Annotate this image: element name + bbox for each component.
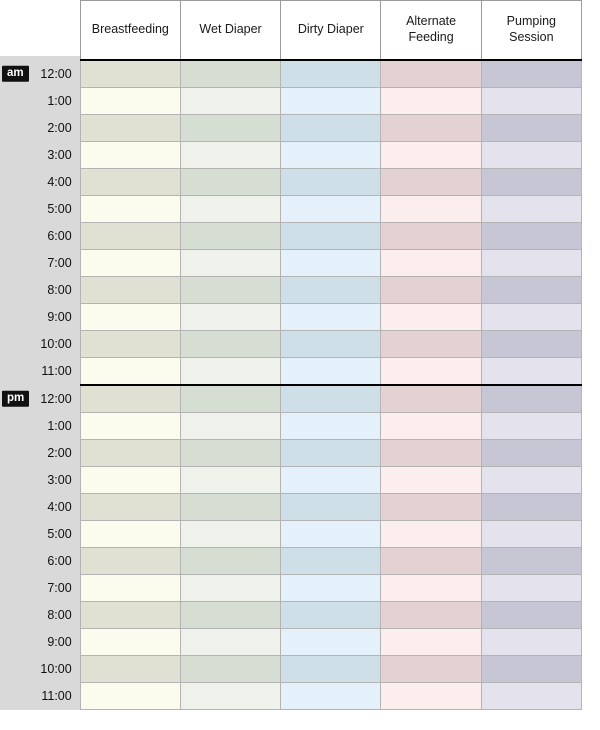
cell-wet-diaper[interactable] bbox=[180, 575, 280, 602]
time-label-cell bbox=[0, 358, 80, 386]
time-label-cell bbox=[0, 304, 80, 331]
cell-dirty-diaper[interactable] bbox=[281, 440, 381, 467]
cell-alternate-feeding[interactable] bbox=[381, 683, 481, 710]
time-label: 12:00 bbox=[40, 391, 72, 406]
cell-wet-diaper[interactable] bbox=[180, 467, 280, 494]
cell-alternate-feeding[interactable] bbox=[381, 115, 481, 142]
time-label: 11:00 bbox=[41, 364, 72, 379]
cell-dirty-diaper[interactable] bbox=[281, 331, 381, 358]
cell-alternate-feeding[interactable] bbox=[381, 88, 481, 115]
header-row bbox=[0, 1, 582, 61]
time-label-cell bbox=[0, 385, 80, 413]
time-label-cell bbox=[0, 656, 80, 683]
table-row bbox=[0, 413, 582, 440]
cell-breastfeeding[interactable] bbox=[80, 521, 180, 548]
time-label-cell bbox=[0, 196, 80, 223]
cell-dirty-diaper[interactable] bbox=[281, 277, 381, 304]
cell-breastfeeding[interactable] bbox=[80, 494, 180, 521]
time-label-cell bbox=[0, 250, 80, 277]
cell-breastfeeding[interactable] bbox=[80, 358, 180, 386]
time-label: 9:00 bbox=[47, 635, 72, 649]
cell-breastfeeding[interactable] bbox=[80, 683, 180, 710]
cell-pumping-session[interactable] bbox=[481, 467, 581, 494]
time-label-cell bbox=[0, 467, 80, 494]
cell-alternate-feeding[interactable] bbox=[381, 331, 481, 358]
table-row bbox=[0, 88, 582, 115]
time-label-cell bbox=[0, 521, 80, 548]
cell-pumping-session[interactable] bbox=[481, 521, 581, 548]
cell-dirty-diaper[interactable] bbox=[281, 250, 381, 277]
time-label: 11:00 bbox=[41, 689, 72, 703]
cell-alternate-feeding[interactable] bbox=[381, 575, 481, 602]
cell-alternate-feeding[interactable] bbox=[381, 358, 481, 386]
time-label-cell bbox=[0, 575, 80, 602]
cell-wet-diaper[interactable] bbox=[180, 656, 280, 683]
cell-breastfeeding[interactable] bbox=[80, 250, 180, 277]
time-label: 4:00 bbox=[47, 175, 72, 189]
cell-pumping-session[interactable] bbox=[481, 656, 581, 683]
time-label: 5:00 bbox=[47, 202, 72, 216]
time-label: 10:00 bbox=[40, 337, 72, 351]
time-label: 10:00 bbox=[40, 662, 72, 676]
cell-dirty-diaper[interactable] bbox=[281, 88, 381, 115]
column-header-wet-diaper: Wet Diaper bbox=[180, 1, 280, 61]
cell-alternate-feeding[interactable] bbox=[381, 385, 481, 413]
cell-wet-diaper[interactable] bbox=[180, 250, 280, 277]
cell-alternate-feeding[interactable] bbox=[381, 413, 481, 440]
cell-breastfeeding[interactable] bbox=[80, 385, 180, 413]
time-label: 2:00 bbox=[47, 121, 72, 135]
time-label: 7:00 bbox=[47, 581, 72, 595]
time-label: 7:00 bbox=[47, 256, 72, 270]
cell-wet-diaper[interactable] bbox=[180, 196, 280, 223]
cell-pumping-session[interactable] bbox=[481, 196, 581, 223]
cell-dirty-diaper[interactable] bbox=[281, 169, 381, 196]
cell-breastfeeding[interactable] bbox=[80, 223, 180, 250]
cell-alternate-feeding[interactable] bbox=[381, 196, 481, 223]
cell-breastfeeding[interactable] bbox=[80, 467, 180, 494]
cell-wet-diaper[interactable] bbox=[180, 548, 280, 575]
time-label: 3:00 bbox=[47, 148, 72, 162]
cell-pumping-session[interactable] bbox=[481, 629, 581, 656]
cell-wet-diaper[interactable] bbox=[180, 169, 280, 196]
time-label: 6:00 bbox=[47, 229, 72, 243]
table-row bbox=[0, 277, 582, 304]
cell-breastfeeding[interactable] bbox=[80, 169, 180, 196]
cell-breastfeeding[interactable] bbox=[80, 277, 180, 304]
table-row bbox=[0, 602, 582, 629]
cell-breastfeeding[interactable] bbox=[80, 602, 180, 629]
column-header-dirty-diaper: Dirty Diaper bbox=[281, 1, 381, 61]
cell-wet-diaper[interactable] bbox=[180, 413, 280, 440]
cell-breastfeeding[interactable] bbox=[80, 656, 180, 683]
cell-dirty-diaper[interactable] bbox=[281, 60, 381, 88]
cell-dirty-diaper[interactable] bbox=[281, 656, 381, 683]
cell-dirty-diaper[interactable] bbox=[281, 196, 381, 223]
cell-pumping-session[interactable] bbox=[481, 250, 581, 277]
period-badge: am bbox=[2, 66, 29, 83]
cell-alternate-feeding[interactable] bbox=[381, 629, 481, 656]
table-row bbox=[0, 196, 582, 223]
header-corner-spacer bbox=[0, 1, 80, 61]
cell-dirty-diaper[interactable] bbox=[281, 223, 381, 250]
cell-breastfeeding[interactable] bbox=[80, 440, 180, 467]
cell-dirty-diaper[interactable] bbox=[281, 385, 381, 413]
time-label: 9:00 bbox=[47, 310, 72, 324]
table-row bbox=[0, 656, 582, 683]
cell-dirty-diaper[interactable] bbox=[281, 683, 381, 710]
cell-pumping-session[interactable] bbox=[481, 223, 581, 250]
time-label: 5:00 bbox=[47, 527, 72, 541]
cell-wet-diaper[interactable] bbox=[180, 223, 280, 250]
cell-dirty-diaper[interactable] bbox=[281, 575, 381, 602]
cell-alternate-feeding[interactable] bbox=[381, 440, 481, 467]
cell-wet-diaper[interactable] bbox=[180, 304, 280, 331]
column-header-breastfeeding: Breastfeeding bbox=[80, 1, 180, 61]
cell-alternate-feeding[interactable] bbox=[381, 467, 481, 494]
time-label-cell bbox=[0, 331, 80, 358]
table-row bbox=[0, 683, 582, 710]
cell-dirty-diaper[interactable] bbox=[281, 467, 381, 494]
cell-pumping-session[interactable] bbox=[481, 683, 581, 710]
table-row bbox=[0, 440, 582, 467]
cell-pumping-session[interactable] bbox=[481, 142, 581, 169]
cell-pumping-session[interactable] bbox=[481, 304, 581, 331]
table-row bbox=[0, 250, 582, 277]
cell-alternate-feeding[interactable] bbox=[381, 656, 481, 683]
cell-wet-diaper[interactable] bbox=[180, 88, 280, 115]
cell-wet-diaper[interactable] bbox=[180, 142, 280, 169]
cell-alternate-feeding[interactable] bbox=[381, 277, 481, 304]
time-label: 6:00 bbox=[47, 554, 72, 568]
cell-dirty-diaper[interactable] bbox=[281, 115, 381, 142]
period-badge: pm bbox=[2, 391, 29, 408]
cell-breastfeeding[interactable] bbox=[80, 629, 180, 656]
table-row bbox=[0, 223, 582, 250]
cell-pumping-session[interactable] bbox=[481, 60, 581, 88]
cell-dirty-diaper[interactable] bbox=[281, 629, 381, 656]
cell-alternate-feeding[interactable] bbox=[381, 169, 481, 196]
table-row bbox=[0, 331, 582, 358]
time-label: 3:00 bbox=[47, 473, 72, 487]
cell-dirty-diaper[interactable] bbox=[281, 494, 381, 521]
table-row bbox=[0, 521, 582, 548]
cell-alternate-feeding[interactable] bbox=[381, 548, 481, 575]
cell-pumping-session[interactable] bbox=[481, 440, 581, 467]
column-header-alternate-feeding: Alternate Feeding bbox=[381, 1, 481, 61]
cell-wet-diaper[interactable] bbox=[180, 385, 280, 413]
column-header-pumping-session: Pumping Session bbox=[481, 1, 581, 61]
time-label-cell bbox=[0, 169, 80, 196]
table-row bbox=[0, 169, 582, 196]
time-label-cell bbox=[0, 60, 80, 88]
cell-wet-diaper[interactable] bbox=[180, 521, 280, 548]
time-label-cell bbox=[0, 440, 80, 467]
time-label-cell bbox=[0, 277, 80, 304]
cell-wet-diaper[interactable] bbox=[180, 60, 280, 88]
cell-dirty-diaper[interactable] bbox=[281, 304, 381, 331]
cell-breastfeeding[interactable] bbox=[80, 575, 180, 602]
time-label: 2:00 bbox=[47, 446, 72, 460]
cell-breastfeeding[interactable] bbox=[80, 548, 180, 575]
cell-breastfeeding[interactable] bbox=[80, 331, 180, 358]
cell-pumping-session[interactable] bbox=[481, 575, 581, 602]
table-row bbox=[0, 115, 582, 142]
cell-dirty-diaper[interactable] bbox=[281, 521, 381, 548]
table-row bbox=[0, 385, 582, 413]
time-label-cell bbox=[0, 115, 80, 142]
time-label: 8:00 bbox=[47, 608, 72, 622]
cell-pumping-session[interactable] bbox=[481, 88, 581, 115]
cell-alternate-feeding[interactable] bbox=[381, 223, 481, 250]
cell-pumping-session[interactable] bbox=[481, 358, 581, 386]
cell-wet-diaper[interactable] bbox=[180, 115, 280, 142]
cell-breastfeeding[interactable] bbox=[80, 196, 180, 223]
time-label-cell bbox=[0, 548, 80, 575]
time-label-cell bbox=[0, 602, 80, 629]
cell-pumping-session[interactable] bbox=[481, 548, 581, 575]
cell-wet-diaper[interactable] bbox=[180, 683, 280, 710]
time-label-cell bbox=[0, 142, 80, 169]
table-body bbox=[0, 60, 582, 710]
cell-wet-diaper[interactable] bbox=[180, 331, 280, 358]
time-label: 1:00 bbox=[47, 94, 72, 108]
cell-breastfeeding[interactable] bbox=[80, 413, 180, 440]
cell-alternate-feeding[interactable] bbox=[381, 602, 481, 629]
table-row bbox=[0, 575, 582, 602]
cell-alternate-feeding[interactable] bbox=[381, 494, 481, 521]
table-row bbox=[0, 142, 582, 169]
cell-pumping-session[interactable] bbox=[481, 385, 581, 413]
cell-wet-diaper[interactable] bbox=[180, 602, 280, 629]
cell-dirty-diaper[interactable] bbox=[281, 142, 381, 169]
cell-wet-diaper[interactable] bbox=[180, 440, 280, 467]
cell-breastfeeding[interactable] bbox=[80, 88, 180, 115]
table-row bbox=[0, 358, 582, 386]
cell-pumping-session[interactable] bbox=[481, 413, 581, 440]
cell-pumping-session[interactable] bbox=[481, 169, 581, 196]
table-row bbox=[0, 304, 582, 331]
cell-breastfeeding[interactable] bbox=[80, 115, 180, 142]
table-row bbox=[0, 548, 582, 575]
time-label-cell bbox=[0, 413, 80, 440]
time-label-cell bbox=[0, 223, 80, 250]
table-row bbox=[0, 629, 582, 656]
time-label: 1:00 bbox=[47, 419, 72, 433]
cell-pumping-session[interactable] bbox=[481, 277, 581, 304]
cell-breastfeeding[interactable] bbox=[80, 60, 180, 88]
cell-breastfeeding[interactable] bbox=[80, 142, 180, 169]
cell-pumping-session[interactable] bbox=[481, 494, 581, 521]
cell-wet-diaper[interactable] bbox=[180, 629, 280, 656]
cell-breastfeeding[interactable] bbox=[80, 304, 180, 331]
cell-wet-diaper[interactable] bbox=[180, 277, 280, 304]
cell-wet-diaper[interactable] bbox=[180, 494, 280, 521]
cell-dirty-diaper[interactable] bbox=[281, 548, 381, 575]
table-header bbox=[0, 1, 582, 61]
time-label-cell bbox=[0, 88, 80, 115]
cell-pumping-session[interactable] bbox=[481, 602, 581, 629]
cell-alternate-feeding[interactable] bbox=[381, 142, 481, 169]
cell-alternate-feeding[interactable] bbox=[381, 304, 481, 331]
cell-alternate-feeding[interactable] bbox=[381, 521, 481, 548]
time-label-cell bbox=[0, 629, 80, 656]
table-row bbox=[0, 60, 582, 88]
time-label-cell bbox=[0, 494, 80, 521]
cell-alternate-feeding[interactable] bbox=[381, 60, 481, 88]
table-row bbox=[0, 494, 582, 521]
time-label: 12:00 bbox=[40, 66, 72, 81]
cell-pumping-session[interactable] bbox=[481, 115, 581, 142]
cell-dirty-diaper[interactable] bbox=[281, 413, 381, 440]
cell-alternate-feeding[interactable] bbox=[381, 250, 481, 277]
table-row bbox=[0, 467, 582, 494]
cell-pumping-session[interactable] bbox=[481, 331, 581, 358]
time-label-cell bbox=[0, 683, 80, 710]
cell-wet-diaper[interactable] bbox=[180, 358, 280, 386]
cell-dirty-diaper[interactable] bbox=[281, 602, 381, 629]
time-label: 8:00 bbox=[47, 283, 72, 297]
time-label: 4:00 bbox=[47, 500, 72, 514]
cell-dirty-diaper[interactable] bbox=[281, 358, 381, 386]
